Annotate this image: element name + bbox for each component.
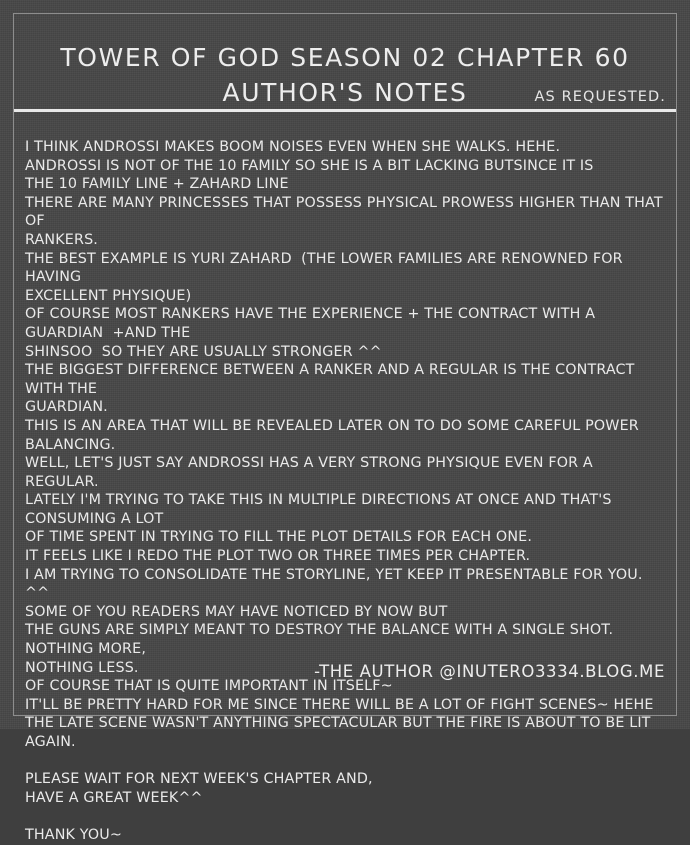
notes-line: EXCELLENT PHYSIQUE) xyxy=(25,287,192,304)
notes-line: THERE ARE MANY PRINCESSES THAT POSSESS PHYSICAL PROWESS HIGHER THAN THAT OF xyxy=(25,194,668,230)
notes-line: THANK YOU~ xyxy=(25,826,123,843)
notes-line: LATELY I'M TRYING TO TAKE THIS IN MULTIPLE DIRECTIONS AT ONCE AND THAT'S CONSUMING A LOT xyxy=(25,492,617,527)
notes-line: OF COURSE MOST RANKERS HAVE THE EXPERIENCE + THE CONTRACT WITH A GUARDIAN +AND THE xyxy=(25,306,600,341)
page-header xyxy=(14,14,676,112)
notes-line: GUARDIAN. xyxy=(25,399,108,416)
notes-body xyxy=(25,138,668,845)
notes-line: THE GUNS ARE SIMPLY MEANT TO DESTROY THE BALANCE WITH A SINGLE SHOT. NOTHING MORE, xyxy=(25,622,618,658)
notes-line: THE BIGGEST DIFFERENCE BETWEEN A RANKER AND A REGULAR IS THE CONTRACT WITH THE xyxy=(25,362,640,397)
notes-line: I AM TRYING TO CONSOLIDATE THE STORYLINE, YET KEEP IT PRESENTABLE FOR YOU. ^^ xyxy=(25,566,648,602)
notes-line: OF TIME SPENT IN TRYING TO FILL THE PLOT DETAILS FOR EACH ONE. xyxy=(25,529,533,546)
notes-line: THE LATE SCENE WASN'T ANYTHING SPECTACULAR BUT THE FIRE IS ABOUT TO BE LIT AGAIN. xyxy=(25,715,656,750)
notes-line: PLEASE WAIT FOR NEXT WEEK'S CHAPTER AND, xyxy=(25,771,373,788)
notes-line: SOME OF YOU READERS MAY HAVE NOTICED BY NOW BUT xyxy=(25,603,448,620)
notes-line: THE BEST EXAMPLE IS YURI ZAHARD (THE LOWER FAMILIES ARE RENOWNED FOR HAVING xyxy=(25,250,628,286)
notes-line-blank xyxy=(25,752,665,771)
as-requested-note: AS REQUESTED. xyxy=(534,89,666,105)
notes-line: WELL, LET'S JUST SAY ANDROSSI HAS A VERY STRONG PHYSIQUE EVEN FOR A REGULAR. xyxy=(25,455,598,490)
notes-line: ANDROSSI IS NOT OF THE 10 FAMILY SO SHE IS A BIT LACKING BUTSINCE IT IS xyxy=(25,157,594,174)
notes-line: SHINSOO SO THEY ARE USUALLY STRONGER ^^ xyxy=(25,343,382,360)
notes-line: THIS IS AN AREA THAT WILL BE REVEALED LATER ON TO DO SOME CAREFUL POWER BALANCING. xyxy=(25,417,644,453)
author-signature: -THE AUTHOR @INUTERO3334.BLOG.ME xyxy=(314,662,665,681)
notes-line: THE 10 FAMILY LINE + ZAHARD LINE xyxy=(25,176,289,193)
notes-line: RANKERS. xyxy=(25,231,98,248)
page-title-line-2: AUTHOR'S NOTES xyxy=(222,78,468,107)
notes-line: I THINK ANDROSSI MAKES BOOM NOISES EVEN WHEN SHE WALKS. HEHE. xyxy=(25,139,561,155)
notes-line-blank xyxy=(25,807,665,826)
notes-line: NOTHING LESS. xyxy=(25,659,139,676)
notes-line: IT'LL BE PRETTY HARD FOR ME SINCE THERE WILL BE A LOT OF FIGHT SCENES~ HEHE xyxy=(25,696,654,713)
page-title-line-1: TOWER OF GOD SEASON 02 CHAPTER 60 xyxy=(60,43,630,72)
notes-line: IT FEELS LIKE I REDO THE PLOT TWO OR THREE TIMES PER CHAPTER. xyxy=(25,548,531,565)
notes-line: HAVE A GREAT WEEK^^ xyxy=(25,789,203,806)
notes-line: OF COURSE THAT IS QUITE IMPORTANT IN ITSELF~ xyxy=(25,678,393,695)
